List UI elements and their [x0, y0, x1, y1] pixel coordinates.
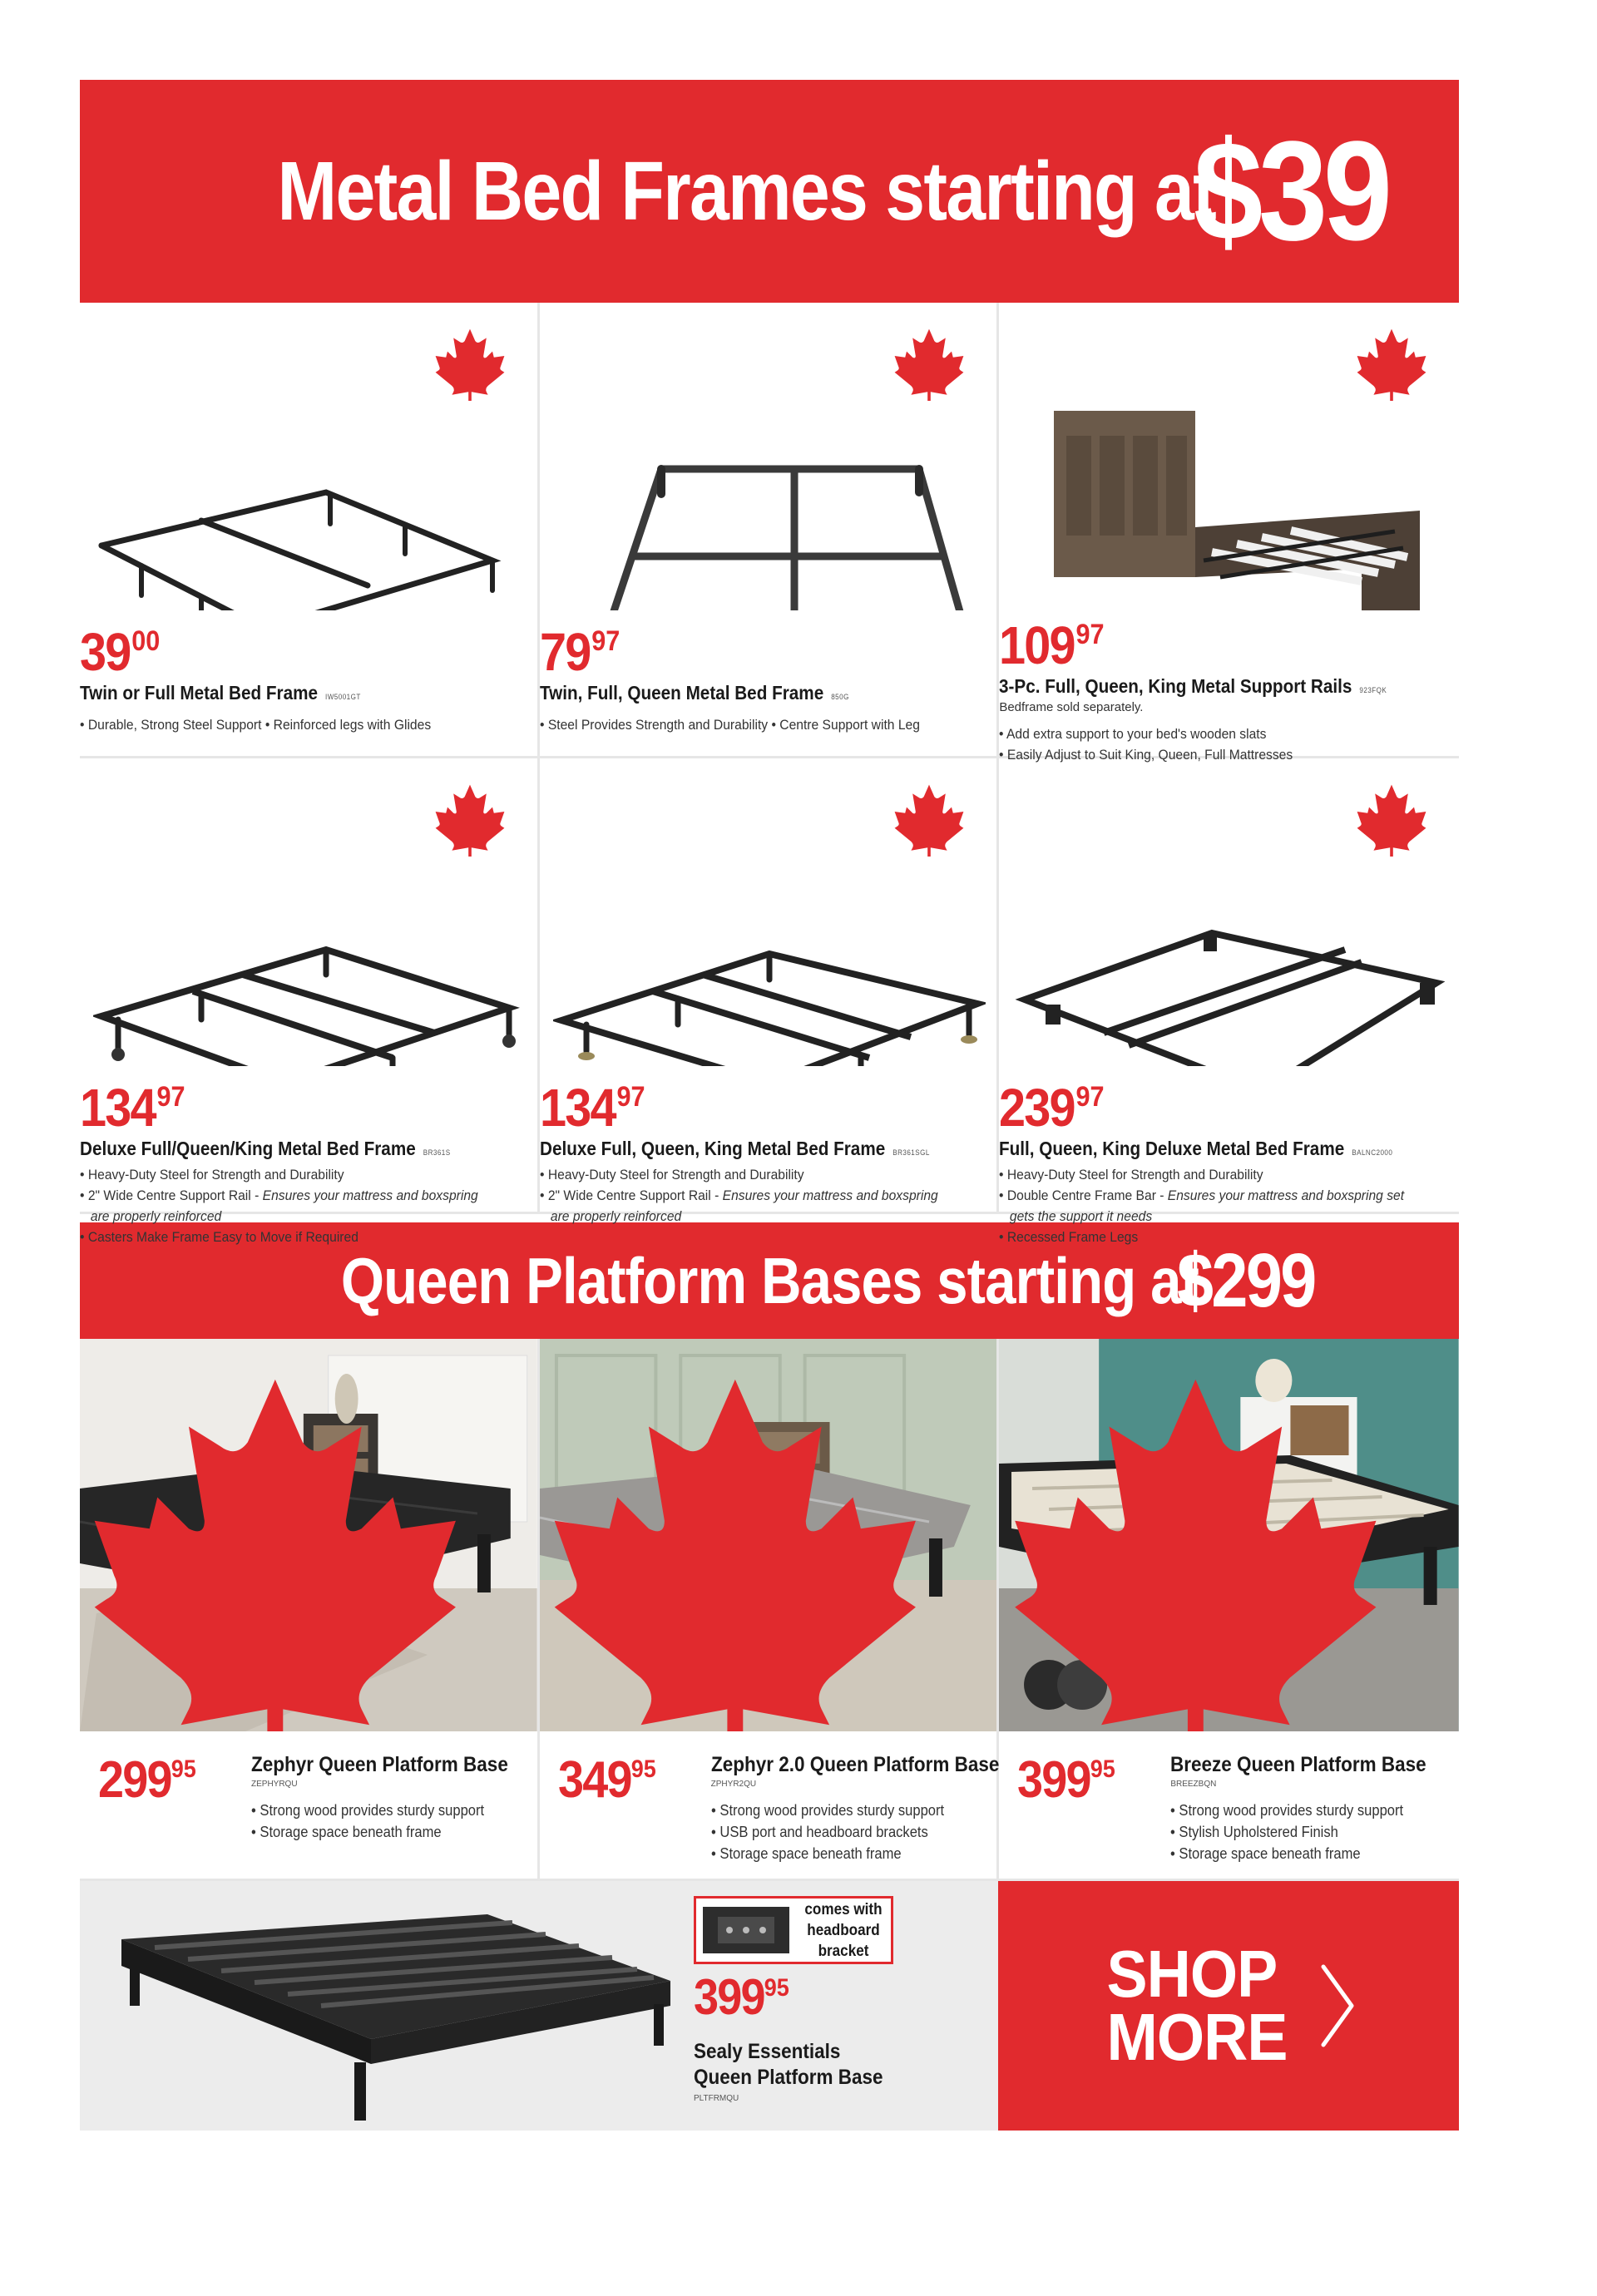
price: $399^{95}$ [1017, 1751, 1116, 1809]
bed-frame-image [553, 817, 986, 1066]
price: $299^{95}$ [98, 1751, 196, 1809]
banner-title: Queen Platform Bases starting at [341, 1243, 1199, 1317]
bracket-icon [696, 1900, 796, 1960]
bed-frame-image [1012, 817, 1445, 1066]
product-sku: ZPHYR2QU [710, 1780, 757, 1789]
bracket-text: comes with headboard bracket [804, 1900, 883, 1960]
product-sku: ZEPHYRQU [251, 1780, 298, 1789]
feature-item: • Double Centre Frame Bar - Ensures your mattress and boxspring set gets the support it needs [999, 1185, 1404, 1227]
price: $239^{97}$ [999, 1078, 1105, 1138]
features: • Durable, Strong Steel Support • Reinforced legs with Glides [80, 717, 432, 733]
product-sku: PLTFRMQU [694, 2094, 739, 2103]
product-name: Zephyr 2.0 Queen Platform Base [710, 1753, 1000, 1776]
banner-price: $299 [1177, 1237, 1315, 1323]
price: $134^{97}$ [80, 1078, 185, 1138]
feature-item: • Heavy-Duty Steel for Strength and Durability [540, 1164, 938, 1185]
metal-frames-grid [80, 303, 1459, 1245]
features-list [251, 1800, 484, 1843]
product-sku: BREEZBQN [1170, 1780, 1217, 1789]
platform-base-image [96, 1889, 695, 2131]
room-photo [80, 1339, 537, 1731]
product-card-br361sgl[interactable] [539, 758, 1000, 1224]
product-name: Twin, Full, Queen Metal Bed Frame 850G [539, 682, 849, 704]
product-note: Bedframe sold separately. [999, 700, 1144, 714]
features: • Steel Provides Strength and Durability • Centre Support with Leg [539, 717, 920, 733]
product-card-zephyrqu[interactable] [80, 1339, 540, 1881]
features-list [540, 1164, 938, 1227]
feature-item: • 2" Wide Centre Support Rail - Ensures your mattress and boxspring are properly reinforced [80, 1185, 478, 1227]
banner-price: $39 [1193, 112, 1388, 270]
chevron-right-icon [1317, 1960, 1358, 2052]
price: $349^{95}$ [557, 1751, 656, 1809]
maple-leaf-icon [999, 1364, 1426, 1731]
feature-item: • USB port and headboard brackets [711, 1821, 944, 1843]
metal-frames-banner [80, 80, 1459, 303]
feature-item: • Stylish Upholstered Finish [1170, 1821, 1403, 1843]
feature-item: • Strong wood provides sturdy support [1170, 1800, 1403, 1821]
bed-frame-image [1012, 361, 1445, 610]
product-card-pltfrmqu[interactable] [80, 1881, 998, 2131]
feature-item: • Easily Adjust to Suit King, Queen, Full Mattresses [999, 744, 1293, 765]
price: $134^{97}$ [539, 1078, 645, 1138]
feature-item: • 2" Wide Centre Support Rail - Ensures your mattress and boxspring are properly reinforced [540, 1185, 938, 1227]
price: $39^{00}$ [80, 622, 161, 682]
product-card-850g[interactable] [540, 303, 1000, 758]
product-card-923fqk[interactable] [999, 303, 1459, 763]
product-name: Zephyr Queen Platform Base [251, 1753, 508, 1776]
platform-bases-row [80, 1339, 1459, 1881]
bed-frame-image [553, 361, 986, 610]
feature-item: • Storage space beneath frame [711, 1843, 944, 1864]
product-name: Deluxe Full/Queen/King Metal Bed Frame BR361S [80, 1138, 451, 1159]
product-name: Sealy Essentials Queen Platform Base [694, 2040, 883, 2089]
feature-item: • Add extra support to your bed's wooden slats [999, 723, 1293, 744]
price: $79^{97}$ [539, 622, 620, 682]
feature-item: • Casters Make Frame Easy to Move if Required [80, 1227, 478, 1247]
product-name: 3-Pc. Full, Queen, King Metal Support Rails 923FQK [999, 675, 1387, 697]
price: $109^{97}$ [999, 615, 1105, 675]
feature-item: • Recessed Frame Legs [999, 1227, 1404, 1247]
features-list [999, 1164, 1404, 1247]
product-card-br361s[interactable] [80, 758, 540, 1245]
features-list [711, 1800, 944, 1864]
feature-item: • Heavy-Duty Steel for Strength and Durability [80, 1164, 478, 1185]
room-photo [540, 1339, 997, 1731]
features-list [1170, 1800, 1403, 1864]
feature-item: • Storage space beneath frame [251, 1821, 484, 1843]
shop-more-button[interactable] [998, 1881, 1459, 2131]
feature-item: • Strong wood provides sturdy support [251, 1800, 484, 1821]
shop-more-label: SHOP MORE [1106, 1937, 1288, 2074]
product-name: Deluxe Full, Queen, King Metal Bed Frame BR361SGL [539, 1138, 930, 1159]
headboard-bracket-callout [694, 1896, 893, 1964]
product-card-zphyr2qu[interactable] [540, 1339, 1000, 1881]
maple-leaf-icon [80, 1364, 504, 1731]
maple-leaf-icon [540, 1364, 964, 1731]
product-name: Full, Queen, King Deluxe Metal Bed Frame BALNC2000 [999, 1138, 1393, 1159]
flyer-page [80, 80, 1459, 2131]
product-name: Twin or Full Metal Bed Frame IW5001GT [80, 682, 361, 704]
feature-item: • Heavy-Duty Steel for Strength and Durability [999, 1164, 1404, 1185]
product-card-iw5001gt[interactable] [80, 303, 540, 758]
room-photo [999, 1339, 1459, 1731]
product-card-breezbqn[interactable] [999, 1339, 1459, 1881]
features-list [80, 1164, 478, 1247]
bed-frame-image [93, 817, 526, 1066]
feature-item: • Strong wood provides sturdy support [711, 1800, 944, 1821]
feature-item: • Storage space beneath frame [1170, 1843, 1403, 1864]
product-card-balnc2000[interactable] [999, 758, 1459, 1245]
banner-title: Metal Bed Frames starting at [277, 144, 1215, 238]
product-name: Breeze Queen Platform Base [1170, 1753, 1426, 1776]
bottom-row [80, 1881, 1459, 2131]
bed-frame-image [93, 361, 526, 610]
price: $399^{95}$ [694, 1969, 789, 2025]
